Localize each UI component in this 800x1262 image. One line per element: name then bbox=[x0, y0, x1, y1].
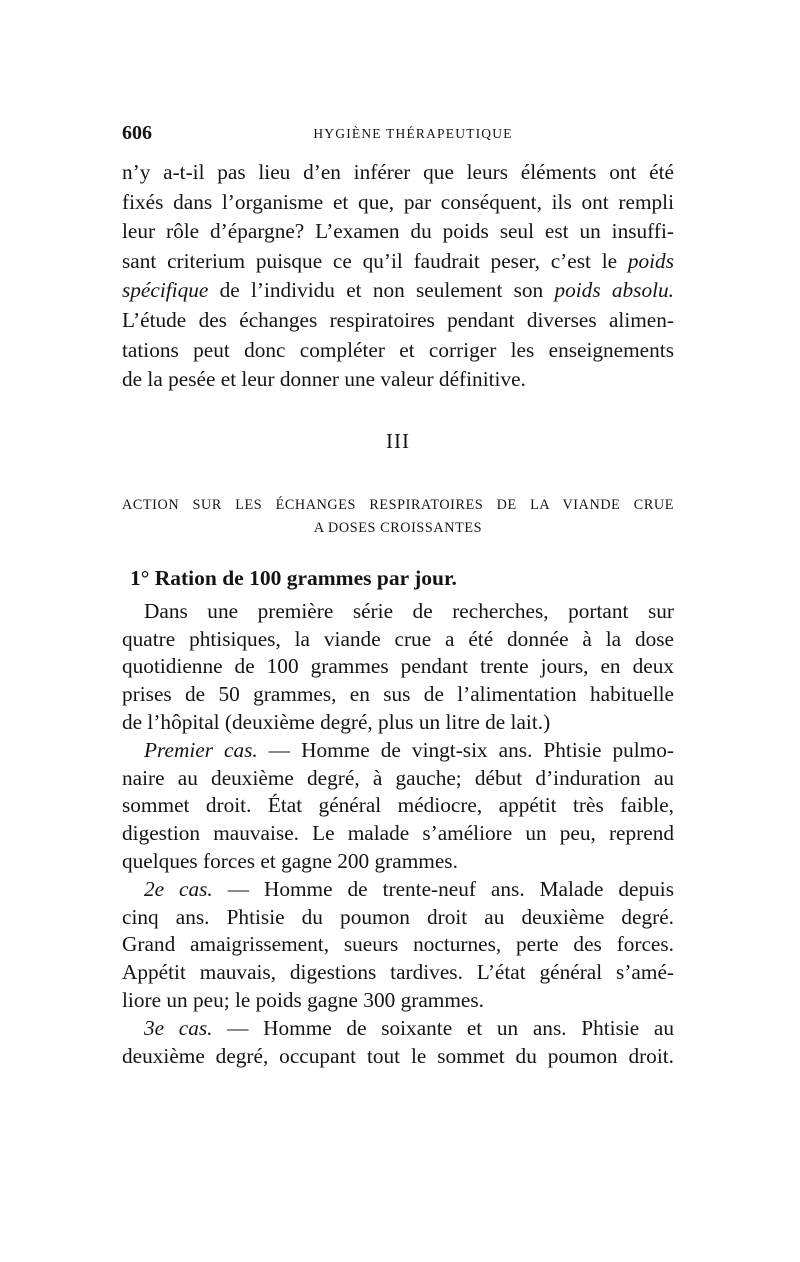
text-fragment: — Homme de trente-neuf ans. Malade depuis bbox=[212, 876, 674, 901]
text-line: prises de 50 grammes, en sus de l’alimentation habituelle bbox=[122, 682, 674, 707]
case-label: 2e cas. bbox=[144, 876, 213, 901]
section-number: III bbox=[386, 428, 410, 453]
text-line: Appétit mauvais, digestions tardives. L’état général s’amé- bbox=[122, 960, 674, 985]
body-paragraphs bbox=[122, 598, 674, 1071]
text-line: de l’hôpital (deuxième degré, plus un litre de lait.) bbox=[122, 709, 551, 734]
text-line: tations peut donc compléter et corriger les enseignements bbox=[122, 337, 674, 362]
text-line bbox=[122, 737, 674, 765]
text-fragment: — Homme de soixante et un ans. Phtisie au bbox=[212, 1015, 675, 1040]
italic-term: poids absolu. bbox=[554, 278, 674, 303]
text-fragment: sant criterium puisque ce qu’il faudrait peser, c’est le bbox=[122, 248, 628, 273]
text-line bbox=[122, 876, 674, 904]
case-label: 3e cas. bbox=[144, 1015, 213, 1040]
text-line: deuxième degré, occupant tout le sommet du poumon droit. bbox=[122, 1043, 674, 1068]
text-line bbox=[122, 276, 674, 306]
text-line: Grand amaigrissement, sueurs nocturnes, perte des forces. bbox=[122, 932, 674, 957]
text-line: cinq ans. Phtisie du poumon droit au deuxième degré. bbox=[122, 904, 674, 929]
book-page bbox=[122, 118, 674, 1070]
text-line: n’y a-t-il pas lieu d’en inférer que leurs éléments ont été bbox=[122, 160, 674, 184]
heading-line: A DOSES CROISSANTES bbox=[313, 519, 483, 536]
running-head bbox=[122, 118, 674, 148]
section-heading bbox=[122, 494, 674, 540]
italic-term: poids bbox=[627, 248, 674, 273]
text-line: quatre phtisiques, la viande crue a été donnée à la dose bbox=[122, 626, 674, 651]
text-line: Dans une première série de recherches, portant sur bbox=[144, 598, 674, 623]
text-line: quotidienne de 100 grammes pendant trente jours, en deux bbox=[122, 654, 674, 679]
text-fragment: de l’individu et non seulement son bbox=[208, 278, 555, 303]
text-line: liore un peu; le poids gagne 300 grammes. bbox=[122, 987, 484, 1012]
text-line: fixés dans l’organisme et que, par conséquent, ils ont rempli bbox=[122, 189, 674, 214]
text-line: digestion mauvaise. Le malade s’améliore un peu, reprend bbox=[122, 821, 674, 846]
text-line bbox=[122, 1015, 674, 1043]
text-fragment: — Homme de vingt-six ans. Phtisie pulmo- bbox=[257, 737, 674, 762]
text-line: leur rôle d’épargne? L’examen du poids seul est un insuffi- bbox=[122, 219, 674, 244]
italic-term: spécifique bbox=[122, 278, 209, 303]
text-line: quelques forces et gagne 200 grammes. bbox=[122, 848, 458, 873]
page-number: 606 bbox=[122, 122, 152, 144]
running-title: HYGIÈNE THÉRAPEUTIQUE bbox=[313, 126, 513, 141]
heading-line: ACTION SUR LES ÉCHANGES RESPIRATOIRES DE LA VIANDE CRUE bbox=[122, 496, 674, 513]
subheading: 1° Ration de 100 grammes par jour. bbox=[130, 565, 457, 590]
case-label: Premier cas. bbox=[144, 737, 258, 762]
text-line bbox=[122, 247, 674, 277]
text-line: sommet droit. État général médiocre, appétit très faible, bbox=[122, 793, 674, 818]
text-line: de la pesée et leur donner une valeur définitive. bbox=[122, 367, 526, 392]
text-line: naire au deuxième degré, à gauche; début d’induration au bbox=[122, 765, 674, 790]
text-line: L’étude des échanges respiratoires pendant diverses alimen- bbox=[122, 307, 674, 332]
intro-paragraph bbox=[122, 158, 674, 395]
